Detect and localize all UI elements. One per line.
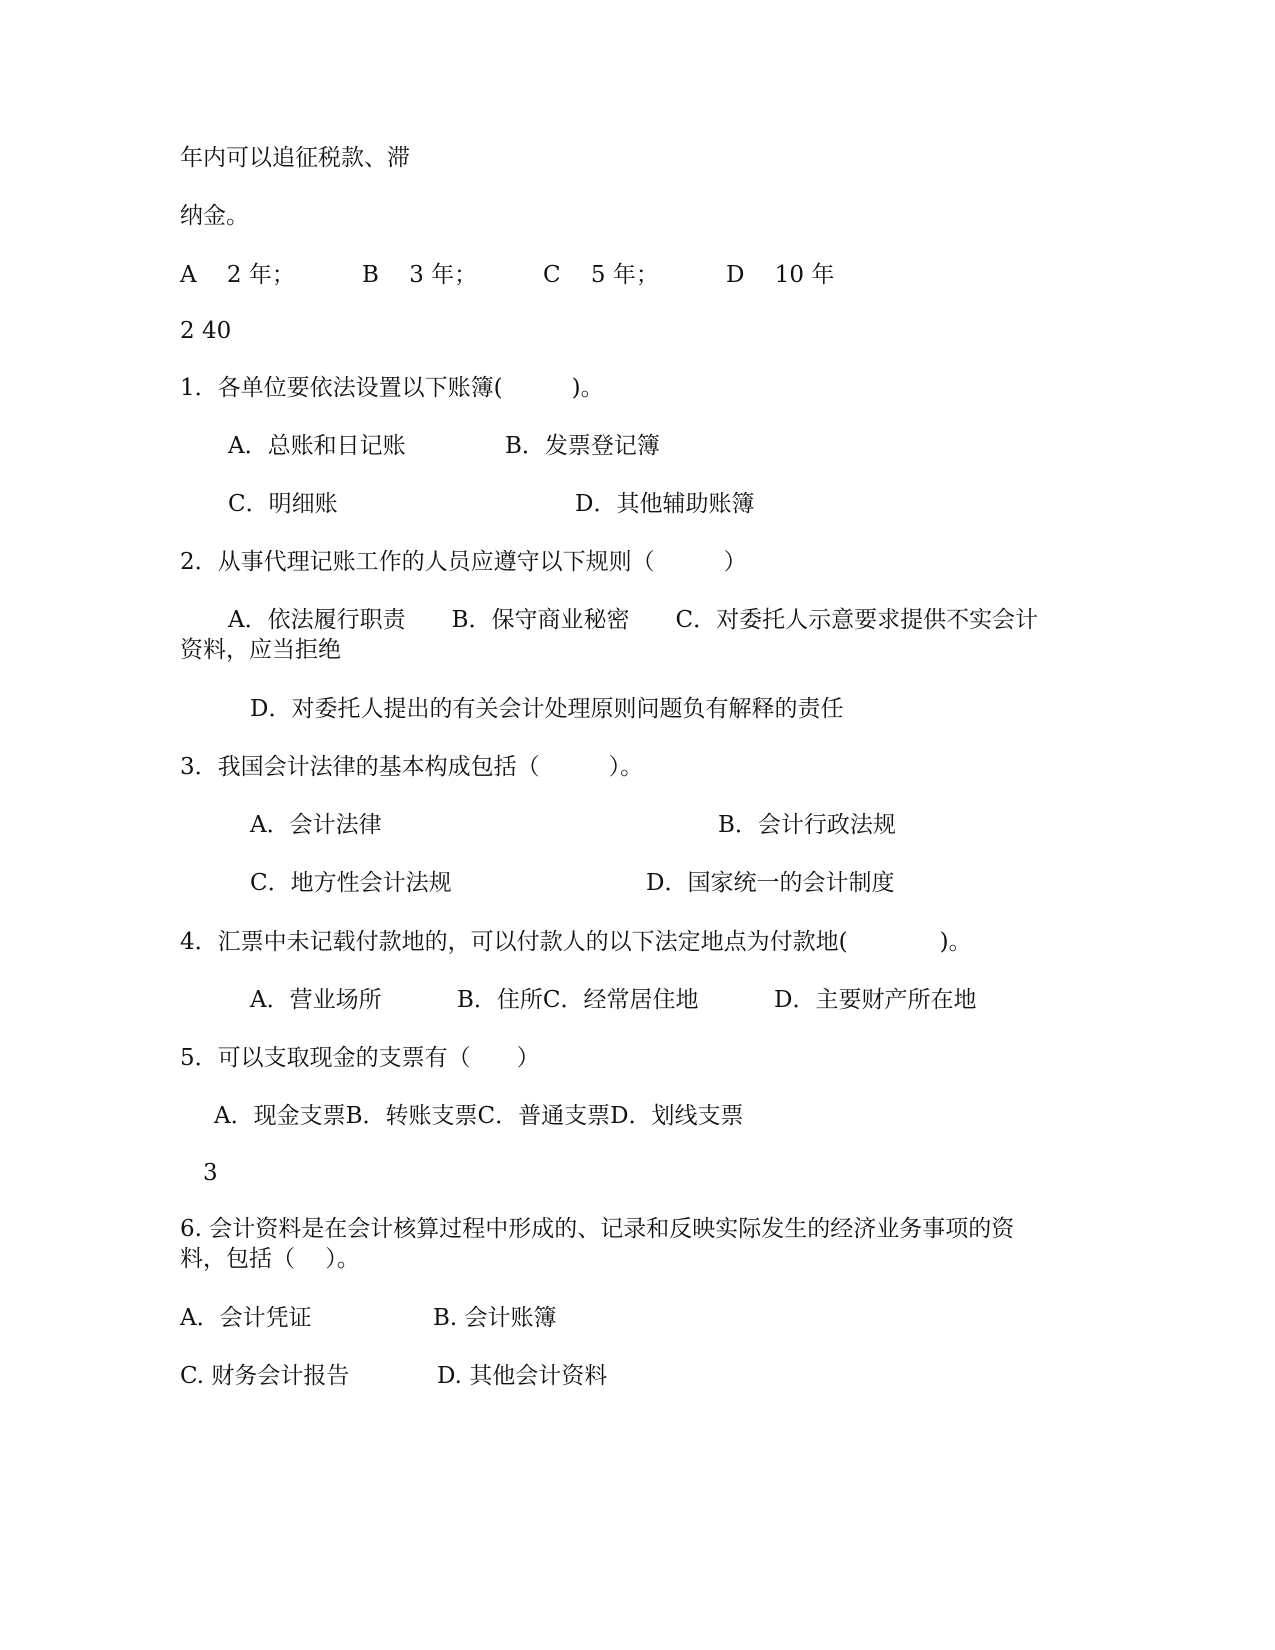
prev-question-line-2: 纳金。: [180, 203, 249, 229]
question-6-option-c: C. 财务会计报告: [180, 1363, 350, 1389]
question-3-option-d: D．国家统一的会计制度: [646, 870, 895, 896]
page-marker: 2 40: [180, 318, 232, 344]
question-4-option-d: D．主要财产所在地: [774, 987, 977, 1013]
question-5-options: A．现金支票B．转账支票C．普通支票D．划线支票: [214, 1103, 744, 1129]
question-2-options-abc: A．依法履行职责 B．保守商业秘密 C．对委托人示意要求提供不实会计资料，应当拒绝: [180, 607, 1039, 663]
prev-option-c: C 5 年；: [543, 262, 659, 288]
page-marker-3: 3: [203, 1160, 218, 1186]
question-6-option-d: D. 其他会计资料: [437, 1363, 608, 1389]
question-6-option-a: A．会计凭证: [180, 1305, 312, 1331]
question-3-option-b: B．会计行政法规: [718, 812, 896, 838]
question-4-option-a: A．营业场所: [250, 987, 382, 1013]
question-1-option-d: D．其他辅助账簿: [575, 491, 755, 517]
prev-question-line-1: 年内可以追征税款、滞: [180, 145, 410, 171]
question-1-option-c: C．明细账: [228, 491, 338, 517]
question-1-option-b: B．发票登记簿: [505, 433, 660, 459]
prev-option-b: B 3 年；: [362, 262, 478, 288]
question-5-stem: 5．可以支取现金的支票有（ ）: [180, 1045, 540, 1071]
prev-option-a: A 2 年；: [180, 262, 295, 288]
question-2-stem: 2．从事代理记账工作的人员应遵守以下规则（ ）: [180, 549, 747, 575]
question-3-option-c: C．地方性会计法规: [250, 870, 452, 896]
question-1-stem: 1．各单位要依法设置以下账簿( )。: [180, 375, 604, 401]
prev-options-row: [0, 260, 1275, 290]
question-6-stem: 6. 会计资料是在会计核算过程中形成的、记录和反映实际发生的经济业务事项的资料，包括（ ）。: [180, 1216, 1015, 1272]
question-4-stem: 4．汇票中未记载付款地的，可以付款人的以下法定地点为付款地( )。: [180, 929, 972, 955]
question-2-option-d: D．对委托人提出的有关会计处理原则问题负有解释的责任: [250, 696, 844, 722]
question-1-option-a: A．总账和日记账: [228, 433, 406, 459]
question-3-stem: 3．我国会计法律的基本构成包括（ ）。: [180, 754, 644, 780]
prev-option-d: D 10 年: [726, 262, 835, 288]
question-6-option-b: B. 会计账簿: [433, 1305, 557, 1331]
question-3-option-a: A．会计法律: [250, 812, 382, 838]
question-4-option-bc: B．住所C．经常居住地: [457, 987, 699, 1013]
